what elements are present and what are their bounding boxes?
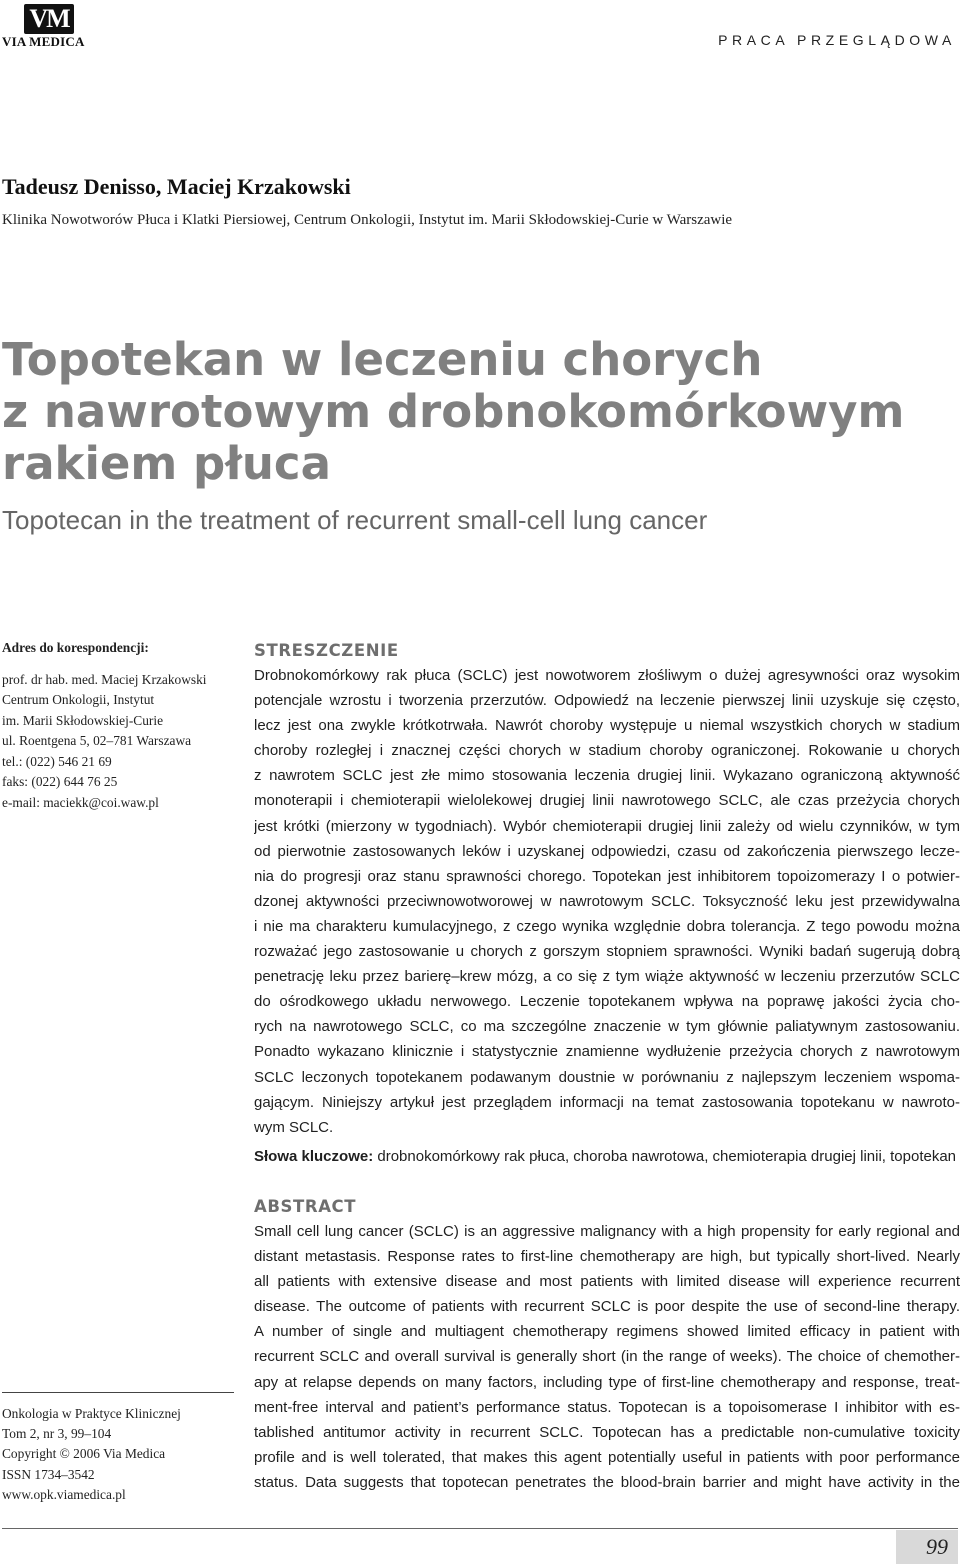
journal-line: ISSN 1734–3542	[2, 1466, 95, 1482]
correspondence-block	[2, 638, 232, 813]
text-line: nia do progresji oraz stanu sprawności chorego. Topotekan jest inhibitorem topoizomerazy I o potwier-	[254, 867, 960, 885]
journal-info	[2, 1404, 181, 1505]
keywords-label: Słowa kluczowe:	[254, 1148, 374, 1165]
text-line: monoterapii i chemioterapii wielolekowej drugiej linii nawrotowego SCLC, ale czas przeżycia chorych	[254, 792, 960, 810]
title-line-1: Topotekan w leczeniu chorych	[2, 333, 763, 386]
correspondence-line: Centrum Onkologii, Instytut	[2, 692, 155, 707]
journal-line: Tom 2, nr 3, 99–104	[2, 1426, 112, 1442]
authors: Tadeusz Denisso, Maciej Krzakowski	[2, 174, 351, 199]
text-line: status. Data suggests that topotecan penetrates the blood-brain barrier and might have activity in the	[254, 1473, 960, 1491]
text-line: od pierwotnie zastosowanych leków i uzyskanej odpowiedzi, czasu od zakończenia pierwszego lecze-	[254, 842, 960, 860]
logo-mark: VM	[24, 4, 74, 34]
correspondence-heading: Adres do korespondencji:	[2, 640, 149, 655]
keywords-line	[254, 1148, 960, 1165]
text-line: jest krótki (mierzony w tygodniach). Wybór chemioterapii drugiej linii zależy od wielu czynników, w tym	[254, 817, 960, 835]
correspondence-line: faks: (022) 644 76 25	[2, 774, 118, 789]
text-line: A number of single and multiagent chemotherapy regimens showed limited efficacy in patient with	[254, 1323, 960, 1341]
text-line: all patients with extensive disease and most patients with limited disease will experience recurrent	[254, 1273, 960, 1291]
text-line: ment-free interval and patient’s performance status. Topotecan is a topoisomerase I inhibitor with es-	[254, 1398, 960, 1416]
affiliation: Klinika Nowotworów Płuca i Klatki Piersiowej, Centrum Onkologii, Instytut im. Marii Skłodowskiej-Curie w Warszawie	[2, 212, 733, 228]
text-line: z nawrotem SCLC jest złe mimo stosowania leczenia drugiej linii. Wykazano ograniczoną aktywność	[254, 767, 960, 785]
logo-text: VIA MEDICA	[2, 34, 85, 49]
text-line: rozważać jego zastosowanie u chorych z gorszym stopniem sprawności. Wyniki badań sugerują dobrą	[254, 943, 960, 961]
text-line: profile and is well tolerated, that makes this agent potentially useful in patients with poor performance	[254, 1448, 960, 1466]
keywords-text: drobnokomórkowy rak płuca, choroba nawrotowa, chemioterapia drugiej linii, topotekan	[373, 1148, 957, 1165]
abstract-heading: ABSTRACT	[254, 1197, 357, 1216]
footer-divider	[2, 1528, 958, 1529]
streszczenie-body	[254, 663, 960, 1140]
streszczenie-heading: STRESZCZENIE	[254, 641, 399, 660]
text-line: potencjale wzrostu i tworzenia przerzutów. Odpowiedź na leczenie pierwszej linii uzyskuje się często,	[254, 692, 960, 710]
text-line: SCLC leczonych topotekanem podawanym doustnie w porównaniu z najlepszym leczeniem wspoma-	[254, 1068, 960, 1086]
streszczenie-section	[254, 641, 960, 1140]
text-line: Small cell lung cancer (SCLC) is an aggressive malignancy with a high propensity for early regional and	[254, 1223, 960, 1240]
text-line: i nie ma charakteru kumulacyjnego, z czego wynika względnie dobra tolerancja. Z tego powodu można	[254, 917, 960, 935]
correspondence-line: ul. Roentgena 5, 02–781 Warszawa	[2, 733, 192, 748]
english-title: Topotecan in the treatment of recurrent small-cell lung cancer	[2, 505, 708, 535]
text-line: distant metastasis. Response rates to first-line chemotherapy are high, but typically short-lived. Nearly	[254, 1248, 960, 1266]
text-line: apy at relapse depends on many factors, including type of first-line chemotherapy and response, treat-	[254, 1373, 960, 1391]
text-line: dzonej aktywności przeciwnowotworowej w nawrotowym SCLC. Toksyczność leku jest przewidywalna	[254, 892, 960, 910]
abstract-body	[254, 1219, 960, 1495]
text-line: tablished antitumor activity in recurrent SCLC. Topotecan has a predictable non-cumulative toxicity	[254, 1423, 960, 1441]
correspondence-line: prof. dr hab. med. Maciej Krzakowski	[2, 671, 207, 687]
text-line: recurrent SCLC and overall survival is generally short (in the range of weeks). The choice of chemother-	[254, 1348, 960, 1366]
text-line: Drobnokomórkowy rak płuca (SCLC) jest nowotworem złośliwym o dużej agresywności oraz wysokim	[254, 667, 960, 684]
text-line: gającym. Niniejszy artykuł jest przeglądem informacji na temat zastosowania topotekanu w nawroto-	[254, 1093, 960, 1111]
title-line-2: z nawrotowym drobnokomórkowym	[2, 385, 905, 438]
correspondence-email: e-mail: maciekk@coi.waw.pl	[2, 794, 159, 810]
abstract-section	[254, 1197, 960, 1495]
journal-line: Copyright © 2006 Via Medica	[2, 1446, 166, 1462]
via-medica-logo	[2, 4, 98, 48]
text-line: penetrację leku przez barierę–krew mózg, a co się z tym wiąże aktywność w leczeniu przerzutów SCLC	[254, 968, 960, 986]
text-line: Ponadto wykazano klinicznie i statystycznie znamienne wydłużenie przeżycia chorych z nawrotowym	[254, 1043, 960, 1061]
text-line: lecz jest ona zwykle krótkotrwała. Nawrót choroby występuje u niemal wszystkich chorych w stadium	[254, 717, 960, 735]
text-line: do ośrodkowego układu nerwowego. Leczenie topotekanem wpływa na poprawę jakości życia cho-	[254, 993, 960, 1011]
correspondence-line: tel.: (022) 546 21 69	[2, 753, 112, 769]
section-label: PRACA PRZEGLĄDOWA	[718, 32, 956, 48]
title-line-3: rakiem płuca	[2, 437, 331, 490]
text-line: wym SCLC.	[254, 1118, 334, 1136]
journal-line: Onkologia w Praktyce Klinicznej	[2, 1406, 181, 1421]
journal-divider	[2, 1392, 234, 1393]
text-line: choroby rozległej i znacznej części chorych w stadium choroby ograniczonej. Rokowanie u chorych	[254, 742, 960, 760]
journal-url: www.opk.viamedica.pl	[2, 1486, 126, 1502]
page-number: 99	[896, 1530, 958, 1564]
text-line: disease. The outcome of patients with recurrent SCLC is poor despite the use of second-line therapy.	[254, 1298, 960, 1316]
text-line: rych na nawrotowego SCLC, co ma szczególne znaczenie w tym głównie paliatywnym zastosowaniu.	[254, 1018, 960, 1036]
correspondence-line: im. Marii Skłodowskiej-Curie	[2, 712, 164, 728]
